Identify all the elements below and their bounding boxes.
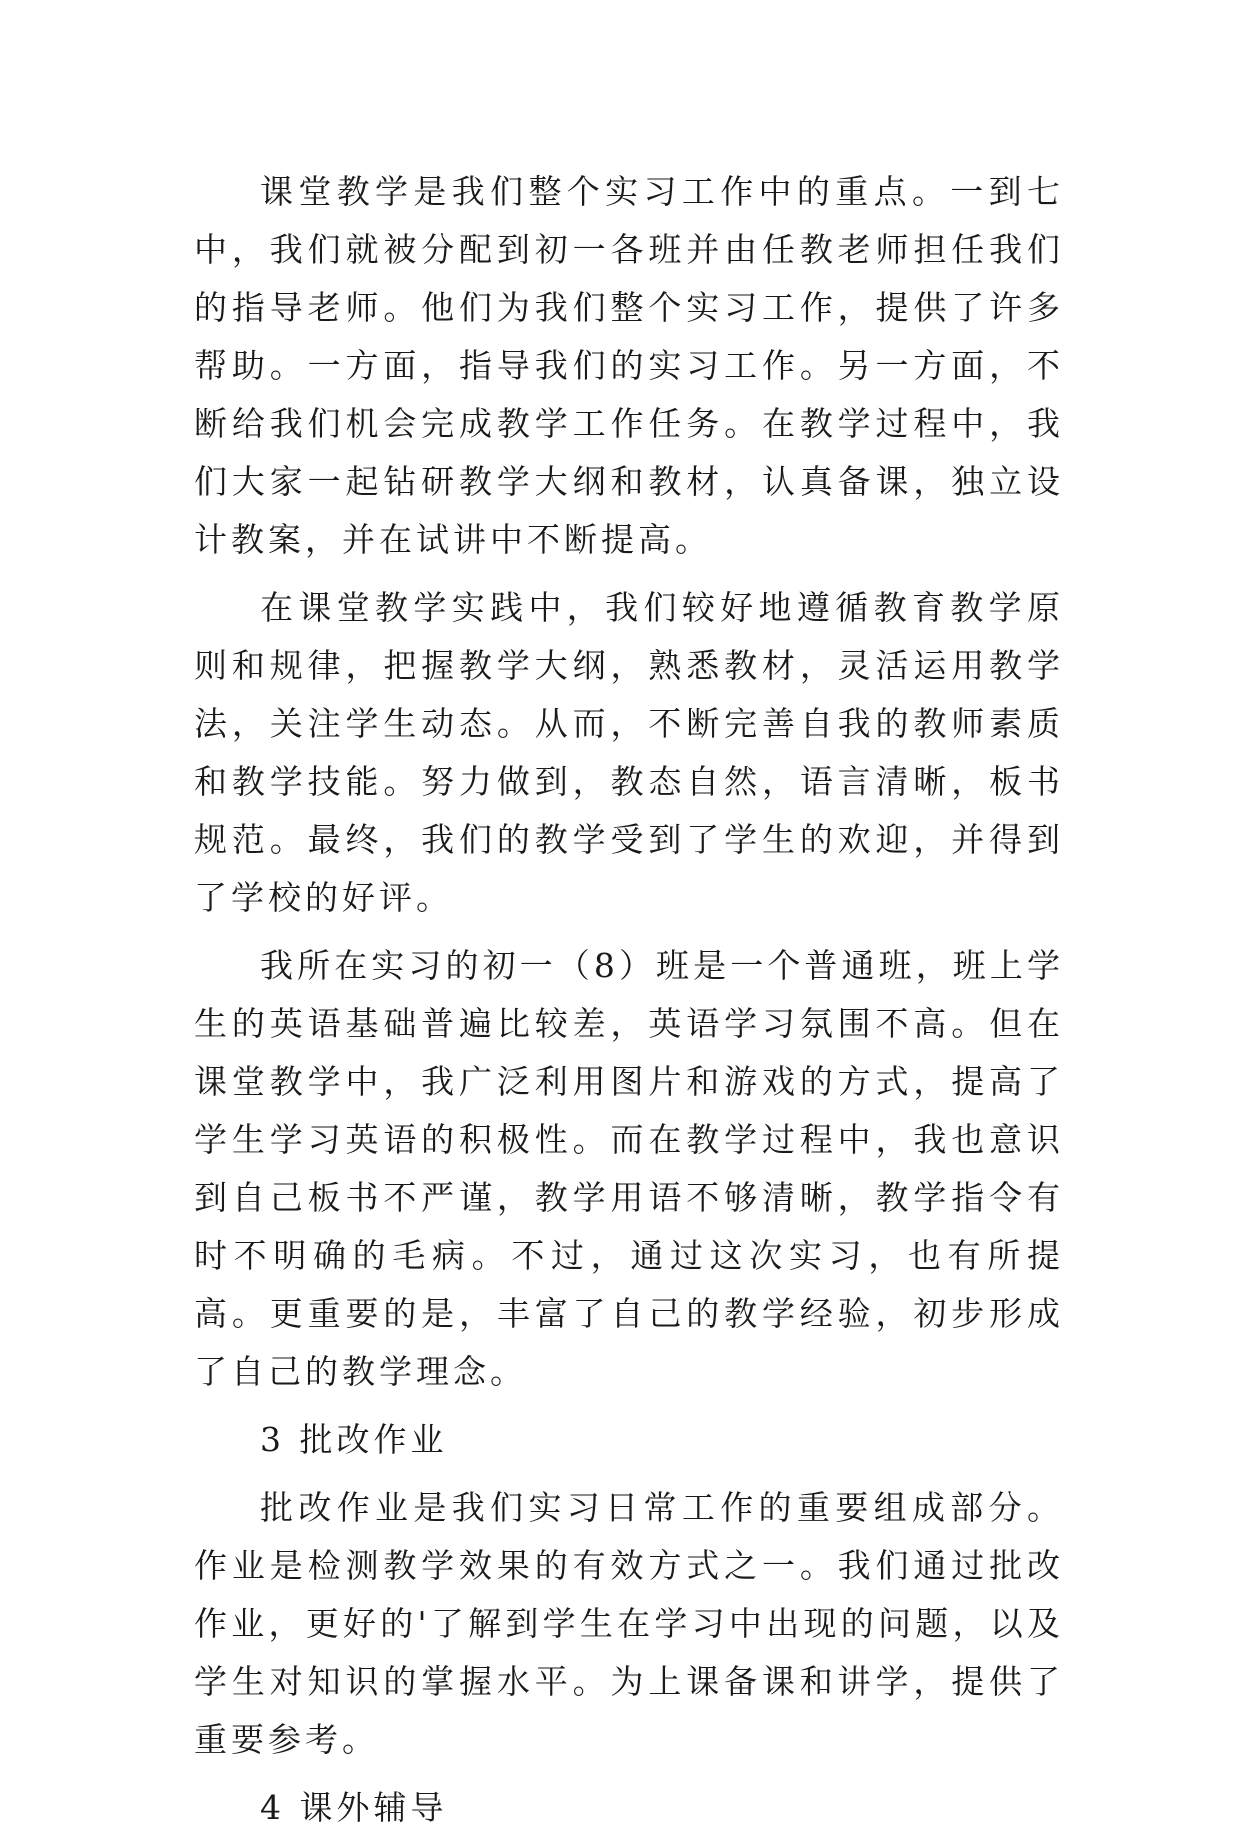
- paragraph-teaching-practice: 在课堂教学实践中，我们较好地遵循教育教学原则和规律，把握教学大纲，熟悉教材，灵活运用教学法，关注学生动态。从而，不断完善自我的教师素质和教学技能。努力做到，教态自然，语言清晰，板书规范。最终，我们的教学受到了学生的欢迎，并得到了学校的好评。: [194, 588, 1064, 917]
- paragraph-grading-homework: 批改作业是我们实习日常工作的重要组成部分。作业是检测教学效果的有效方式之一。我们通过批改作业，更好的'了解到学生在学习中出现的问题，以及学生对知识的掌握水平。为上课备课和讲学，提供了重要参考。: [194, 1488, 1064, 1759]
- heading-grading-homework: 3 批改作业: [260, 1420, 448, 1459]
- paragraph-class-8: 我所在实习的初一（8）班是一个普通班，班上学生的英语基础普遍比较差，英语学习氛围不高。但在课堂教学中，我广泛利用图片和游戏的方式，提高了学生学习英语的积极性。而在教学过程中，我也意识到自己板书不严谨，教学用语不够清晰，教学指令有时不明确的毛病。不过，通过这次实习，也有所提高。更重要的是，丰富了自己的教学经验，初步形成了自己的教学理念。: [194, 946, 1064, 1391]
- document-body: [194, 163, 1064, 1847]
- paragraph-classroom-teaching: 课堂教学是我们整个实习工作中的重点。一到七中，我们就被分配到初一各班并由任教老师担任我们的指导老师。他们为我们整个实习工作，提供了许多帮助。一方面，指导我们的实习工作。另一方面，不断给我们机会完成教学工作任务。在教学过程中，我们大家一起钻研教学大纲和教材，认真备课，独立设计教案，并在试讲中不断提高。: [194, 172, 1064, 559]
- heading-extracurricular-tutoring: 4 课外辅导: [260, 1788, 448, 1827]
